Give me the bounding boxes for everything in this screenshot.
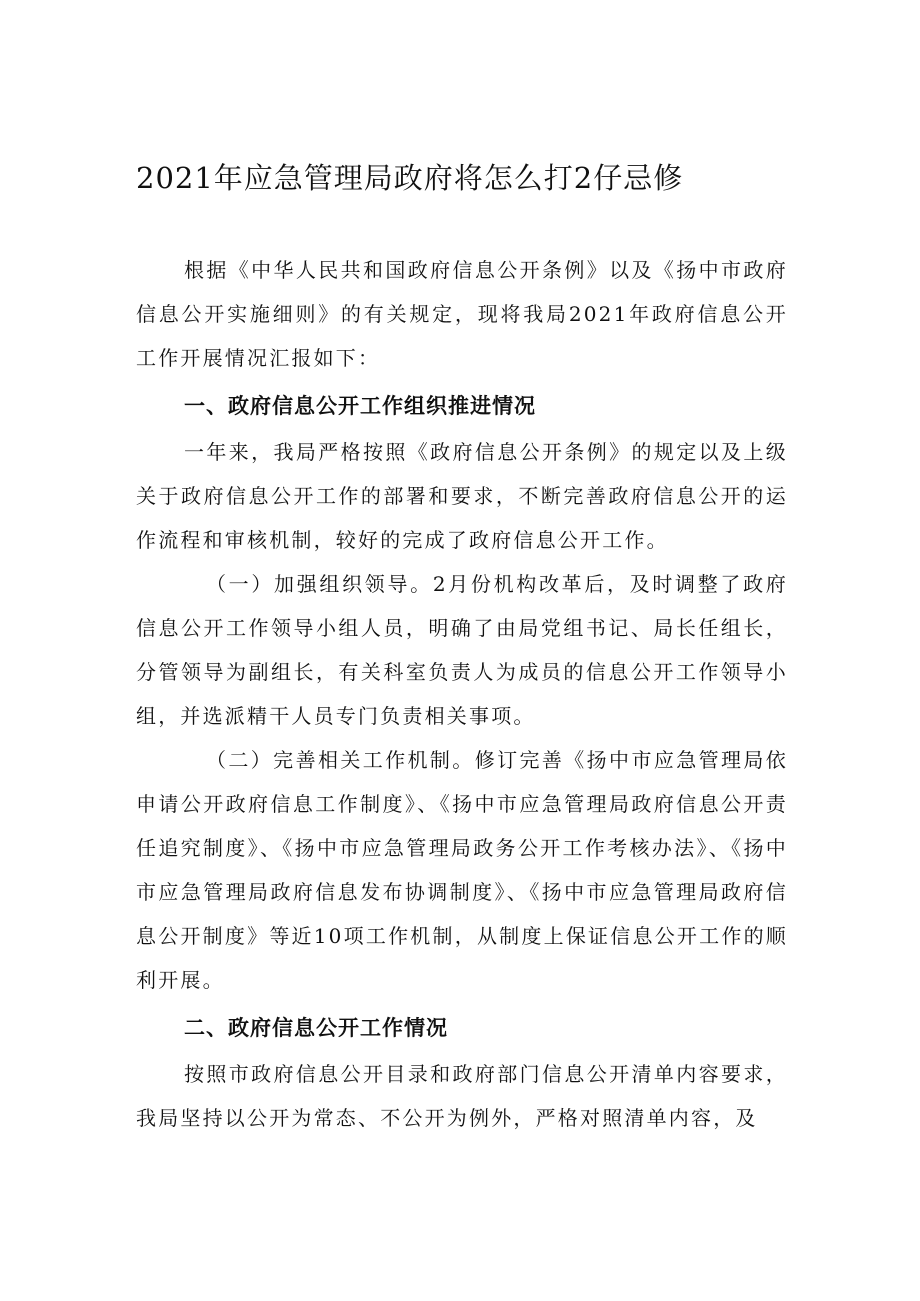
section-1-paragraph: 一年来，我局严格按照《政府信息公开条例》的规定以及上级关于政府信息公开工作的部署和要求，不断完善政府信息公开的运作流程和审核机制，较好的完成了政府信息公开工作。 [136,440,788,552]
intro-paragraph: 根据《中华人民共和国政府信息公开条例》以及《扬中市政府信息公开实施细则》的有关规定，现将我局2021年政府信息公开工作开展情况汇报如下： [136,258,788,370]
document-body [136,248,788,1140]
section-heading-2: 二、政府信息公开工作情况 [184,1016,448,1040]
section-1-item-1: （一）加强组织领导。2月份机构改革后，及时调整了政府信息公开工作领导小组人员，明确了由局党组书记、局长任组长，分管领导为副组长，有关科室负责人为成员的信息公开工作领导小组，并选派精干人员专门负责相关事项。 [136,572,788,728]
section-2-paragraph: 按照市政府信息公开目录和政府部门信息公开清单内容要求，我局坚持以公开为常态、不公开为例外，严格对照清单内容，及 [136,1062,788,1130]
document-title: 2021年应急管理局政府将怎么打2仔忌修 [136,161,684,195]
section-1-item-2: （二）完善相关工作机制。修订完善《扬中市应急管理局依申请公开政府信息工作制度》、《扬中市应急管理局政府信息公开责任追究制度》、《扬中市应急管理局政务公开工作考核办法》、《扬中市应急管理局政府信息发布协调制度》、《扬中市应急管理局政府信息公开制度》等近10项工作机制，从制度上保证信息公开工作的顺利开展。 [136,748,788,992]
section-heading-1: 一、政府信息公开工作组织推进情况 [184,394,536,418]
